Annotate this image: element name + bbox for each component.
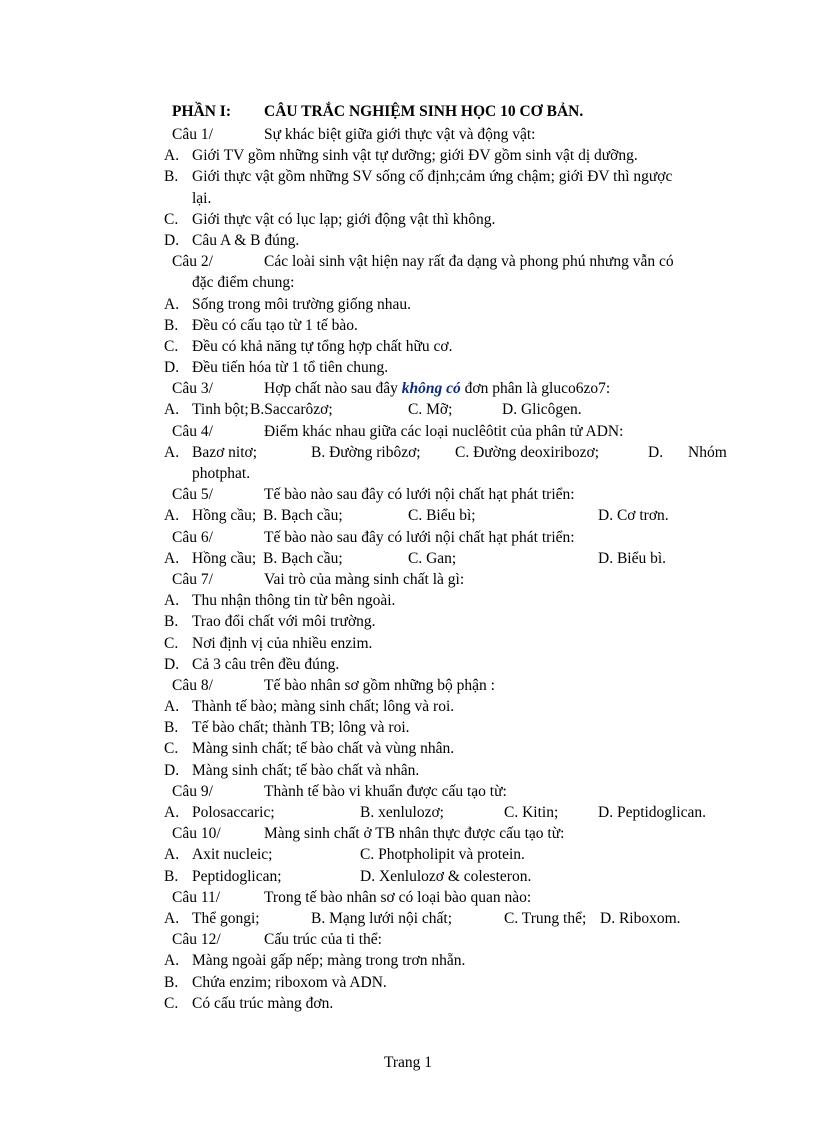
option-d-letter: D. — [648, 443, 664, 461]
option-c-text: C. Trung thể; — [504, 909, 587, 927]
option-letter: B. — [164, 168, 179, 186]
option-text: Nơi định vị của nhiều enzim. — [192, 634, 373, 652]
option-c-text: C. Đường deoxiribozơ; — [455, 443, 600, 461]
option-a-text: Bazơ nitơ; — [192, 443, 258, 461]
option-letter: B. — [164, 973, 179, 991]
option-c — [164, 738, 734, 759]
question-list — [164, 124, 734, 1014]
question-7 — [164, 569, 734, 590]
question-number: Câu 10/ — [172, 825, 221, 843]
option-letter: A. — [164, 401, 180, 419]
question-2-continued — [164, 272, 734, 293]
option-letter: B. — [164, 613, 179, 631]
option-b-text: B. Mạng lưới nội chất; — [311, 909, 453, 927]
question-text: Vai trò của màng sinh chất là gì: — [264, 570, 465, 588]
option-text: Giới thực vật gồm những SV sống cố định;cảm ứng chậm; giới ĐV thì ngược — [192, 168, 673, 186]
question-text: Tế bào nhân sơ gồm những bộ phận : — [264, 676, 495, 694]
question-text: Các loài sinh vật hiện nay rất đa dạng và phong phú nhưng vẫn có — [264, 253, 674, 271]
option-letter: B. — [164, 719, 179, 737]
question-12 — [164, 929, 734, 950]
question-text-pre: Hợp chất nào sau đây — [264, 380, 402, 398]
option-letter: A. — [164, 846, 180, 864]
options-row — [164, 442, 734, 463]
options-row — [164, 908, 734, 929]
options-row — [164, 505, 734, 526]
option-text: Trao đổi chất với môi trường. — [192, 613, 376, 631]
option-letter: A. — [164, 592, 180, 610]
option-letter: A. — [164, 804, 180, 821]
option-letter: C. — [164, 740, 179, 758]
option-d-text: D. Riboxom. — [600, 909, 681, 927]
option-text: Câu A & B đúng. — [192, 231, 300, 249]
option-text: Chứa enzim; riboxom và ADN. — [192, 973, 387, 991]
option-a — [164, 294, 734, 315]
option-c-text: C. Mỡ; — [408, 401, 453, 419]
question-number: Câu 7/ — [172, 570, 213, 588]
question-number: Câu 2/ — [172, 253, 213, 271]
option-b — [164, 315, 734, 336]
option-b-text: Peptidoglican; — [192, 867, 282, 885]
question-number: Câu 11/ — [172, 888, 221, 906]
option-b-text: B. Đường ribôzơ; — [311, 443, 421, 461]
question-9 — [164, 781, 734, 802]
options-row — [164, 866, 734, 887]
option-b-text: B.Saccarôzơ; — [250, 401, 333, 419]
options-row — [164, 548, 734, 569]
option-letter: D. — [164, 359, 180, 377]
option-b — [164, 611, 734, 632]
question-2 — [164, 251, 734, 272]
option-a — [164, 145, 734, 166]
option-letter: A. — [164, 952, 180, 970]
part-label: PHẦN I: — [172, 103, 231, 120]
option-d-text: D. Peptidoglican. — [598, 804, 707, 821]
question-text: Tế bào nào sau đây có lưới nội chất hạt phát triển: — [264, 528, 575, 546]
question-text: Sự khác biệt giữa giới thực vật và động vật: — [264, 126, 536, 143]
question-3 — [164, 378, 734, 399]
option-text: Màng sinh chất; tế bào chất và vùng nhân. — [192, 740, 455, 758]
option-b-continued — [164, 188, 734, 209]
options-row — [164, 802, 734, 823]
question-1 — [164, 124, 734, 145]
option-letter: A. — [164, 295, 180, 313]
option-text: Có cấu trúc màng đơn. — [192, 994, 334, 1012]
option-b — [164, 166, 734, 187]
option-text: photphat. — [192, 465, 251, 482]
option-letter: A. — [164, 507, 180, 525]
question-text: đặc điểm chung: — [192, 274, 295, 292]
option-b-text: B. Bạch cầu; — [263, 549, 343, 567]
option-d-text: D. Glicôgen. — [502, 401, 582, 419]
option-c — [164, 336, 734, 357]
option-d-text: D. Biểu bì. — [598, 549, 667, 567]
option-a-text: Hồng cầu; — [192, 549, 257, 567]
question-10 — [164, 823, 734, 844]
option-a — [164, 590, 734, 611]
option-c-text: C. Biểu bì; — [408, 507, 476, 525]
part-title: CÂU TRẮC NGHIỆM SINH HỌC 10 CƠ BẢN. — [264, 103, 584, 120]
option-text: Giới thực vật có lục lạp; giới động vật thì không. — [192, 210, 496, 228]
option-a — [164, 696, 734, 717]
option-b-text: B. Bạch cầu; — [263, 507, 343, 525]
options-row — [164, 399, 734, 420]
option-letter: D. — [164, 655, 180, 673]
option-letter: A. — [164, 909, 180, 927]
option-d-text: D. Cơ trơn. — [598, 507, 669, 525]
option-d — [164, 230, 734, 251]
part-heading — [172, 103, 583, 121]
question-text: Điểm khác nhau giữa các loại nuclêôtit của phân tử ADN: — [264, 422, 624, 440]
option-c — [164, 993, 734, 1014]
question-6 — [164, 527, 734, 548]
option-text: Đều có cấu tạo từ 1 tế bào. — [192, 316, 358, 334]
option-c-text: C. Gan; — [408, 549, 457, 567]
question-text: Tế bào nào sau đây có lưới nội chất hạt phát triển: — [264, 486, 575, 504]
option-text: Thành tế bào; màng sinh chất; lông và roi. — [192, 698, 455, 716]
question-number: Câu 8/ — [172, 676, 213, 694]
question-5 — [164, 484, 734, 505]
option-c — [164, 209, 734, 230]
question-4 — [164, 421, 734, 442]
option-letter: D. — [164, 231, 180, 249]
question-number: Câu 4/ — [172, 422, 213, 440]
option-b — [164, 717, 734, 738]
option-d-text: Nhóm — [688, 443, 727, 461]
question-text: Thành tế bào vi khuẩn được cấu tạo từ: — [264, 782, 507, 800]
option-c-text: C. Kitin; — [504, 804, 559, 821]
question-number: Câu 5/ — [172, 486, 213, 504]
question-text: Màng sinh chất ở TB nhân thực được cấu tạo từ: — [264, 825, 565, 843]
question-text-post: đơn phân là gluco6zo7: — [460, 380, 611, 398]
option-text: Tế bào chất; thành TB; lông và roi. — [192, 719, 410, 737]
option-text: Đều tiến hóa từ 1 tổ tiên chung. — [192, 359, 389, 377]
page-number: Trang 1 — [383, 1054, 433, 1071]
question-text — [264, 378, 610, 399]
option-a-text: Axit nucleic; — [192, 846, 273, 864]
option-a-text: Polosaccaric; — [192, 804, 275, 821]
option-d — [164, 654, 734, 675]
question-number: Câu 9/ — [172, 782, 213, 800]
question-number: Câu 1/ — [172, 126, 213, 143]
option-d-text: D. Xenlulozơ & colesteron. — [360, 867, 532, 885]
question-11 — [164, 887, 734, 908]
option-a-text: Tinh bột; — [192, 401, 249, 419]
option-text: Thu nhận thông tin từ bên ngoài. — [192, 592, 396, 610]
option-letter: A. — [164, 147, 180, 165]
option-letter: D. — [164, 761, 180, 779]
option-text: Giới TV gồm những sinh vật tự dưỡng; giới ĐV gồm sinh vật dị dưỡng. — [192, 147, 638, 165]
option-letter: C. — [164, 337, 179, 355]
emphasis-text: không có — [401, 380, 461, 398]
option-text: Màng ngoài gấp nếp; màng trong trơn nhẵn. — [192, 952, 466, 970]
option-letter: A. — [164, 698, 180, 716]
option-text: lại. — [192, 189, 212, 207]
option-text: Cả 3 câu trên đều đúng. — [192, 655, 340, 673]
option-text: Sống trong môi trường giống nhau. — [192, 295, 411, 313]
option-letter: B. — [164, 867, 179, 885]
option-a — [164, 950, 734, 971]
option-b-text: B. xenlulozơ; — [360, 804, 444, 821]
question-text: Cấu trúc của ti thể: — [264, 931, 382, 949]
question-8 — [164, 675, 734, 696]
option-c-text: C. Photpholipit và protein. — [360, 846, 525, 864]
option-a-text: Thể gongi; — [192, 909, 260, 927]
question-number: Câu 6/ — [172, 528, 213, 546]
option-c — [164, 633, 734, 654]
option-letter: C. — [164, 210, 179, 228]
option-letter: A. — [164, 549, 180, 567]
question-number: Câu 12/ — [172, 931, 221, 949]
option-text: Màng sinh chất; tế bào chất và nhân. — [192, 761, 420, 779]
option-b — [164, 972, 734, 993]
option-letter: B. — [164, 316, 179, 334]
option-text: Đều có khả năng tự tổng hợp chất hữu cơ. — [192, 337, 453, 355]
option-letter: C. — [164, 994, 179, 1012]
option-letter: C. — [164, 634, 179, 652]
question-text: Trong tế bào nhân sơ có loại bào quan nào: — [264, 888, 532, 906]
option-d — [164, 357, 734, 378]
option-d — [164, 760, 734, 781]
options-row — [164, 844, 734, 865]
option-letter: A. — [164, 443, 180, 461]
question-number: Câu 3/ — [172, 380, 213, 398]
option-a-text: Hồng cầu; — [192, 507, 257, 525]
option-d-continued — [164, 463, 734, 484]
